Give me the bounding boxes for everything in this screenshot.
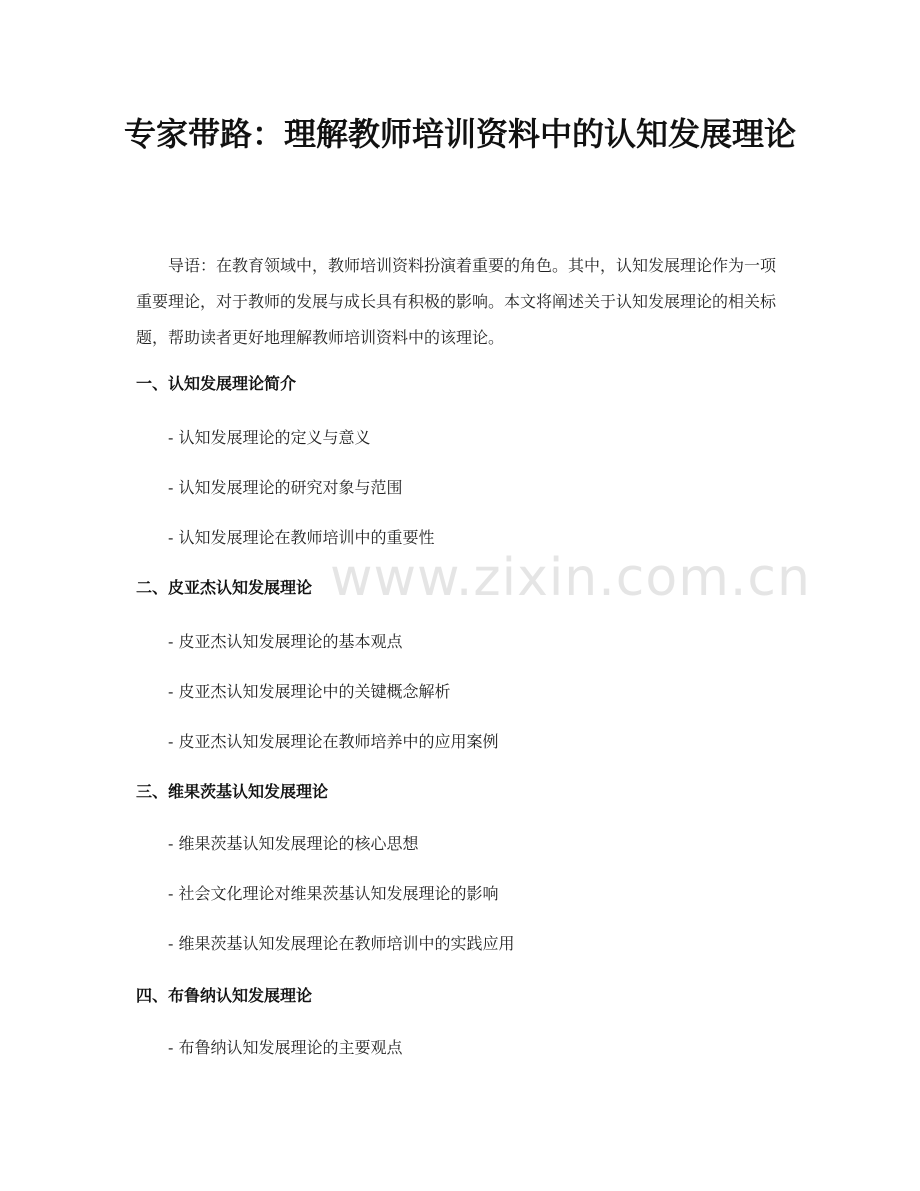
list-item: - 认知发展理论的定义与意义: [168, 428, 371, 447]
document-title: 专家带路：理解教师培训资料中的认知发展理论: [123, 115, 796, 153]
section-heading-3: 三、维果茨基认知发展理论: [136, 782, 329, 801]
section-heading-4: 四、布鲁纳认知发展理论: [136, 986, 313, 1005]
section-heading-1: 一、认知发展理论简介: [136, 374, 297, 393]
intro-paragraph: 导语：在教育领域中，教师培训资料扮演着重要的角色。其中，认知发展理论作为一项重要理论，对于教师的发展与成长具有积极的影响。本文将阐述关于认知发展理论的相关标题，帮助读者更好地理解教师培训资料中的该理论。: [136, 256, 777, 347]
list-item: - 维果茨基认知发展理论的核心思想: [168, 834, 419, 853]
list-item: - 认知发展理论的研究对象与范围: [168, 478, 403, 497]
list-item: - 皮亚杰认知发展理论中的关键概念解析: [168, 682, 451, 701]
section-heading-2: 二、皮亚杰认知发展理论: [136, 578, 313, 597]
list-item: - 认知发展理论在教师培训中的重要性: [168, 528, 435, 547]
watermark: www.zixin.com.cn: [330, 548, 811, 608]
list-item: - 皮亚杰认知发展理论在教师培养中的应用案例: [168, 732, 499, 751]
list-item: - 布鲁纳认知发展理论的主要观点: [168, 1038, 403, 1057]
list-item: - 社会文化理论对维果茨基认知发展理论的影响: [168, 884, 499, 903]
list-item: - 皮亚杰认知发展理论的基本观点: [168, 632, 403, 651]
list-item: - 维果茨基认知发展理论在教师培训中的实践应用: [168, 934, 515, 953]
